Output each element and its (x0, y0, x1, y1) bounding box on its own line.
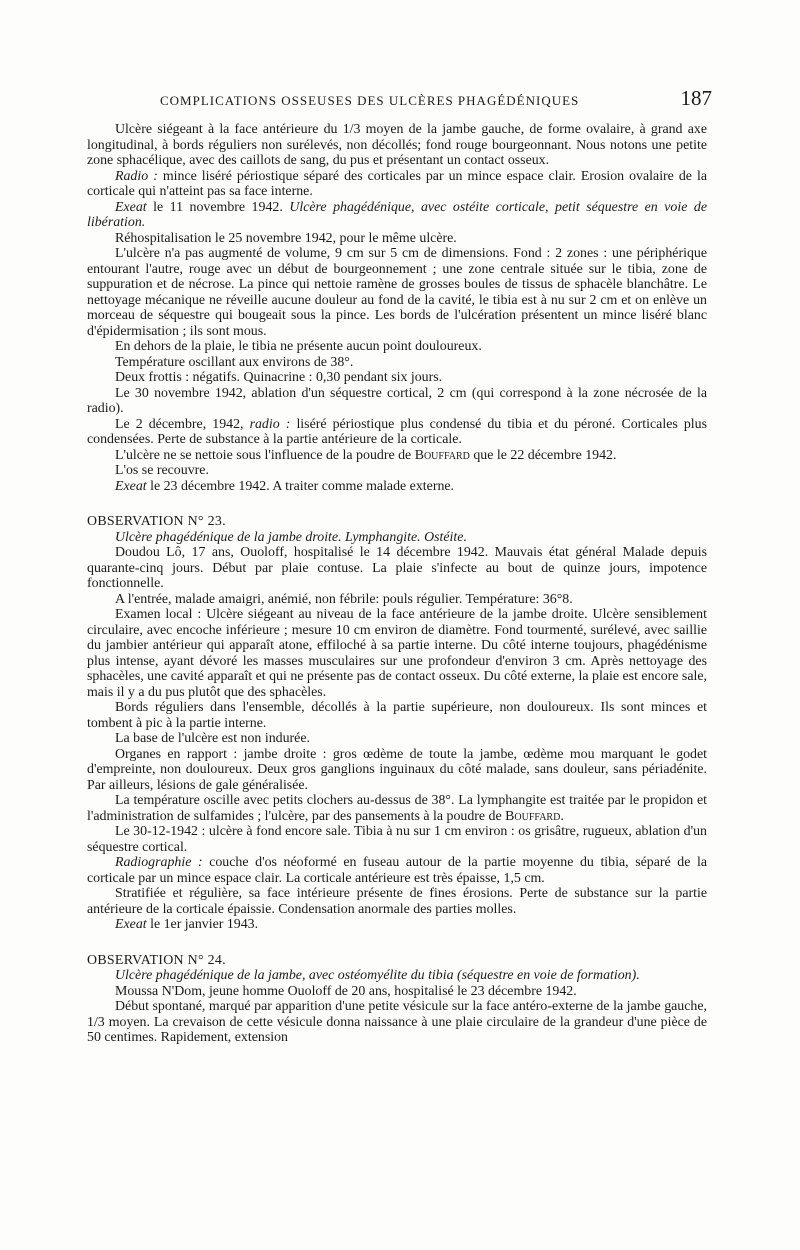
section-paragraph: Deux frottis : négatifs. Quinacrine : 0,30 pendant six jours. (115, 370, 443, 385)
observation-24-heading: OBSERVATION N° 24. (87, 952, 226, 968)
section-paragraph: Température oscillant aux environs de 38°. (115, 354, 354, 370)
section-paragraph: Radio : mince liséré périostique séparé des corticales par un mince espace clair. Erosion ovalaire de la corticale qui n'atteint pas sa face interne. (87, 168, 708, 199)
body-text (87, 122, 707, 1046)
section-paragraph: L'os se recouvre. (115, 463, 209, 478)
obs23-paragraph: Radiographie : couche d'os néoformé en fuseau autour de la partie moyenne du tibia, séparé de la corticale par un mince espace clair. La corticale antérieure est très épaisse, 1,5 cm. (87, 855, 707, 886)
section-paragraph: Le 30 novembre 1942, ablation d'un séquestre cortical, 2 cm (qui correspond à la zone nécrosée de la radio). (87, 385, 707, 416)
section-paragraph: L'ulcère ne se nettoie sous l'influence de la poudre de Bouffard que le 22 décembre 1942. (115, 447, 617, 463)
observation-23-heading: OBSERVATION N° 23. (87, 514, 226, 529)
obs23-paragraph: Le 30-12-1942 : ulcère à fond encore sale. Tibia à nu sur 1 cm environ : os grisâtre, rugueux, ablation d'un séquestre cortical. (87, 824, 707, 855)
obs23-paragraph: A l'entrée, malade amaigri, anémié, non fébrile: pouls régulier. Température: 36°8. (115, 591, 573, 607)
obs23-paragraph: La température oscille avec petits clochers au-dessus de 38°. La lymphangite est traitée par le propidon et l'administration de sulfamides ; l'ulcère, par des pansements à la poudre de Bouffard. (87, 793, 707, 824)
obs23-paragraph: Bords réguliers dans l'ensemble, décollés à la partie supérieure, non douloureux. Ils sont minces et tombent à pic à la partie interne. (87, 700, 707, 731)
section-paragraph: Réhospitalisation le 25 novembre 1942, pour le même ulcère. (115, 230, 457, 246)
running-header (160, 86, 712, 111)
obs23-paragraph: Stratifiée et régulière, sa face intérieure présente de fines érosions. Perte de substance sur la partie antérieure de la corticale épaissie. Condensation anormale des parties molles. (87, 886, 707, 917)
section-paragraph: Exeat le 23 décembre 1942. A traiter comme malade externe. (115, 478, 455, 494)
section-paragraph: Ulcère siégeant à la face antérieure du 1/3 moyen de la jambe gauche, de forme ovalaire, à grand axe longitudinal, à bords réguliers non surélevés, non décollés; fond rouge bourgeonnant. Nous notons une petite zone sphacélique, avec des caillots de sang, du pus et présentant un contact osseux. (87, 122, 707, 168)
section-paragraph: L'ulcère n'a pas augmenté de volume, 9 cm sur 5 cm de dimensions. Fond : 2 zones : une périphérique entourant l'autre, rouge avec un début de bourgeonnement ; une zone centrale située sur le tibia, zone de suppuration et de nécrose. La pince qui nettoie ramène de grosses boules de tissus de sphacèle blanchâtre. Le nettoyage mécanique ne réveille aucune douleur au fond de la cavité, le tibia est à nu sur 2 cm et on enlève un morceau de séquestre qui bougeait sous la pince. Les bords de l'ulcération présentent un mince liséré blanc d'épidermisation ; ils sont mous. (87, 246, 707, 339)
obs24-paragraph: Moussa N'Dom, jeune homme Ouoloff de 20 ans, hospitalisé le 23 décembre 1942. (115, 983, 577, 999)
section-continued (87, 122, 707, 494)
observation-24-body (87, 984, 707, 1046)
obs23-paragraph: Organes en rapport : jambe droite : gros œdème de toute la jambe, œdème mou marquant le godet d'empreinte, non douloureux. Deux gros ganglions inguinaux du côté malade, sans douleur, sans périadénite. Par ailleurs, lésions de gale généralisée. (87, 746, 707, 793)
running-title: COMPLICATIONS OSSEUSES DES ULCÈRES PHAGÉDÉNIQUES (160, 93, 580, 108)
obs23-paragraph: Doudou Lô, 17 ans, Ouoloff, hospitalisé le 14 décembre 1942. Mauvais état général Malade depuis quarante-cinq jours. Début par plaie contuse. La plaie s'infecte au bout de quinze jours, impotence fonctionnelle. (87, 545, 707, 591)
obs24-paragraph: Début spontané, marqué par apparition d'une petite vésicule sur la face antéro-externe de la jambe gauche, 1/3 moyen. La crevaison de cette vésicule donna naissance à une plaie circulaire de la grandeur d'une pièce de 50 centimes. Rapidement, extension (87, 999, 707, 1045)
obs23-paragraph: La base de l'ulcère est non indurée. (115, 731, 310, 746)
obs23-paragraph: Exeat le 1er janvier 1943. (115, 917, 259, 932)
section-paragraph: En dehors de la plaie, le tibia ne présente aucun point douloureux. (115, 339, 482, 354)
obs23-paragraph: Examen local : Ulcère siégeant au niveau de la face antérieure de la jambe droite. Ulcère sensiblement circulaire, avec encoche inférieure ; mesure 10 cm environ de diamètre. Fond tourmenté, surélevé, avec saillie du jambier antérieur qui apparaît atone, effiloché à sa partie interne. Du côté interne toujours, phagédénisme plus intense, ayant dévoré les masses musculaires sur une profondeur d'environ 3 cm. Après nettoyage des sphacèles, une cavité apparaît et qui ne présente pas de contact osseux. Du côté externe, la plaie est encore sale, mais il y a du pus plutôt que des sphacèles. (87, 607, 707, 700)
section-paragraph: Le 2 décembre, 1942, radio : liséré périostique plus condensé du tibia et du péroné. Corticales plus condensées. Perte de substance à la partie antérieure de la corticale. (87, 416, 707, 447)
section-paragraph: Exeat le 11 novembre 1942. Ulcère phagédénique, avec ostéite corticale, petit séquestre en voie de libération. (87, 199, 707, 230)
page-number: 187 (680, 86, 712, 110)
observation-23-body (87, 545, 707, 933)
observation-24-subtitle: Ulcère phagédénique de la jambe, avec ostéomyélite du tibia (séquestre en voie de formation). (115, 968, 640, 983)
observation-23-subtitle: Ulcère phagédénique de la jambe droite. Lymphangite. Ostéite. (115, 529, 467, 545)
